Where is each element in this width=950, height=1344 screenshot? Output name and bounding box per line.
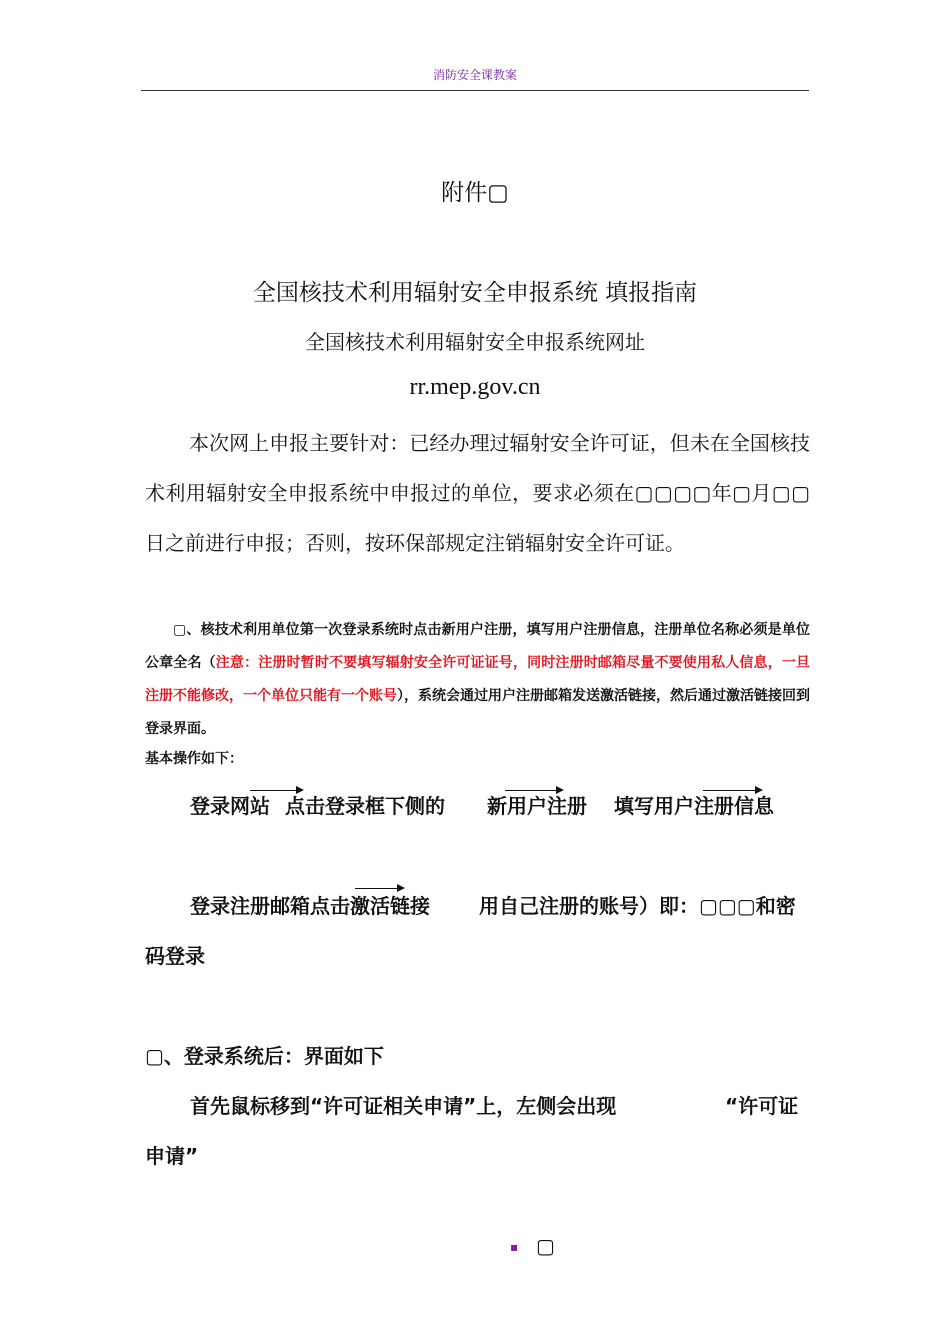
section-1-text-part1: 、核技术利用单位第一次登录系统时点击新用户注册，填写用户注册信息，注册单位名称必须是单位公章全名（ [145, 622, 810, 671]
flow2-step-activate-email: 登录注册邮箱点击激活链接 [190, 894, 430, 918]
section-2-heading: ▢、登录系统后：界面如下 [145, 1044, 384, 1068]
flow1-step-fill-info: 填写用户注册信息 [614, 794, 774, 818]
page-header-title: 消防安全课教案 [432, 68, 517, 82]
flow2-step-login-account: 用自己注册的账号）即：▢▢▢和密 [479, 894, 796, 918]
intro-paragraph: 本次网上申报主要针对：已经办理过辐射安全许可证，但未在全国核技术利用辐射安全申报系统中申报过的单位，要求必须在▢▢▢▢年▢月▢▢日之前进行申报；否则，按环保部规定注销辐射安全许可证。 [145, 431, 810, 555]
flow2-step-continued: 码登录 [145, 944, 205, 968]
flow-arrow-icon [355, 888, 403, 889]
flow1-step-new-user-register: 新用户注册 [487, 794, 587, 818]
footer-mark-icon: ▪ [510, 1240, 519, 1254]
section-1-text-part2: ），系统会通过用户注册邮箱发送激活链接，然后通过激活链接回到登录界面。 [145, 688, 810, 737]
flow1-step-click-below: 点击登录框下侧的 [285, 794, 445, 818]
document-subtitle: 全国核技术利用辐射安全申报系统网址 [305, 330, 645, 354]
instruction-line2: 申请” [145, 1144, 199, 1168]
instruction-line1-end: “许可证 [725, 1094, 799, 1118]
flow-arrow-icon [250, 790, 302, 791]
system-url: rr.mep.gov.cn [409, 374, 541, 400]
section-1-paragraph [145, 614, 810, 746]
page-number: ▢ [536, 1234, 555, 1258]
header-divider [141, 90, 809, 91]
flow1-step-login-site: 登录网站 [190, 794, 270, 818]
flow-arrow-icon [505, 790, 562, 791]
flow-arrow-icon [703, 790, 761, 791]
section-1-number: ▢ [173, 622, 187, 638]
attachment-label: 附件▢ [441, 180, 509, 206]
registration-warning: 注意：注册时暂时不要填写辐射安全许可证证号，同时注册时邮箱尽量不要使用私人信息，一旦注册不能修改，一个单位只能有一个账号 [145, 655, 811, 704]
instruction-line1: 首先鼠标移到“许可证相关申请”上，左侧会出现 [190, 1094, 617, 1118]
document-title: 全国核技术利用辐射安全申报系统 填报指南 [252, 280, 698, 306]
basic-ops-label: 基本操作如下： [145, 751, 243, 767]
